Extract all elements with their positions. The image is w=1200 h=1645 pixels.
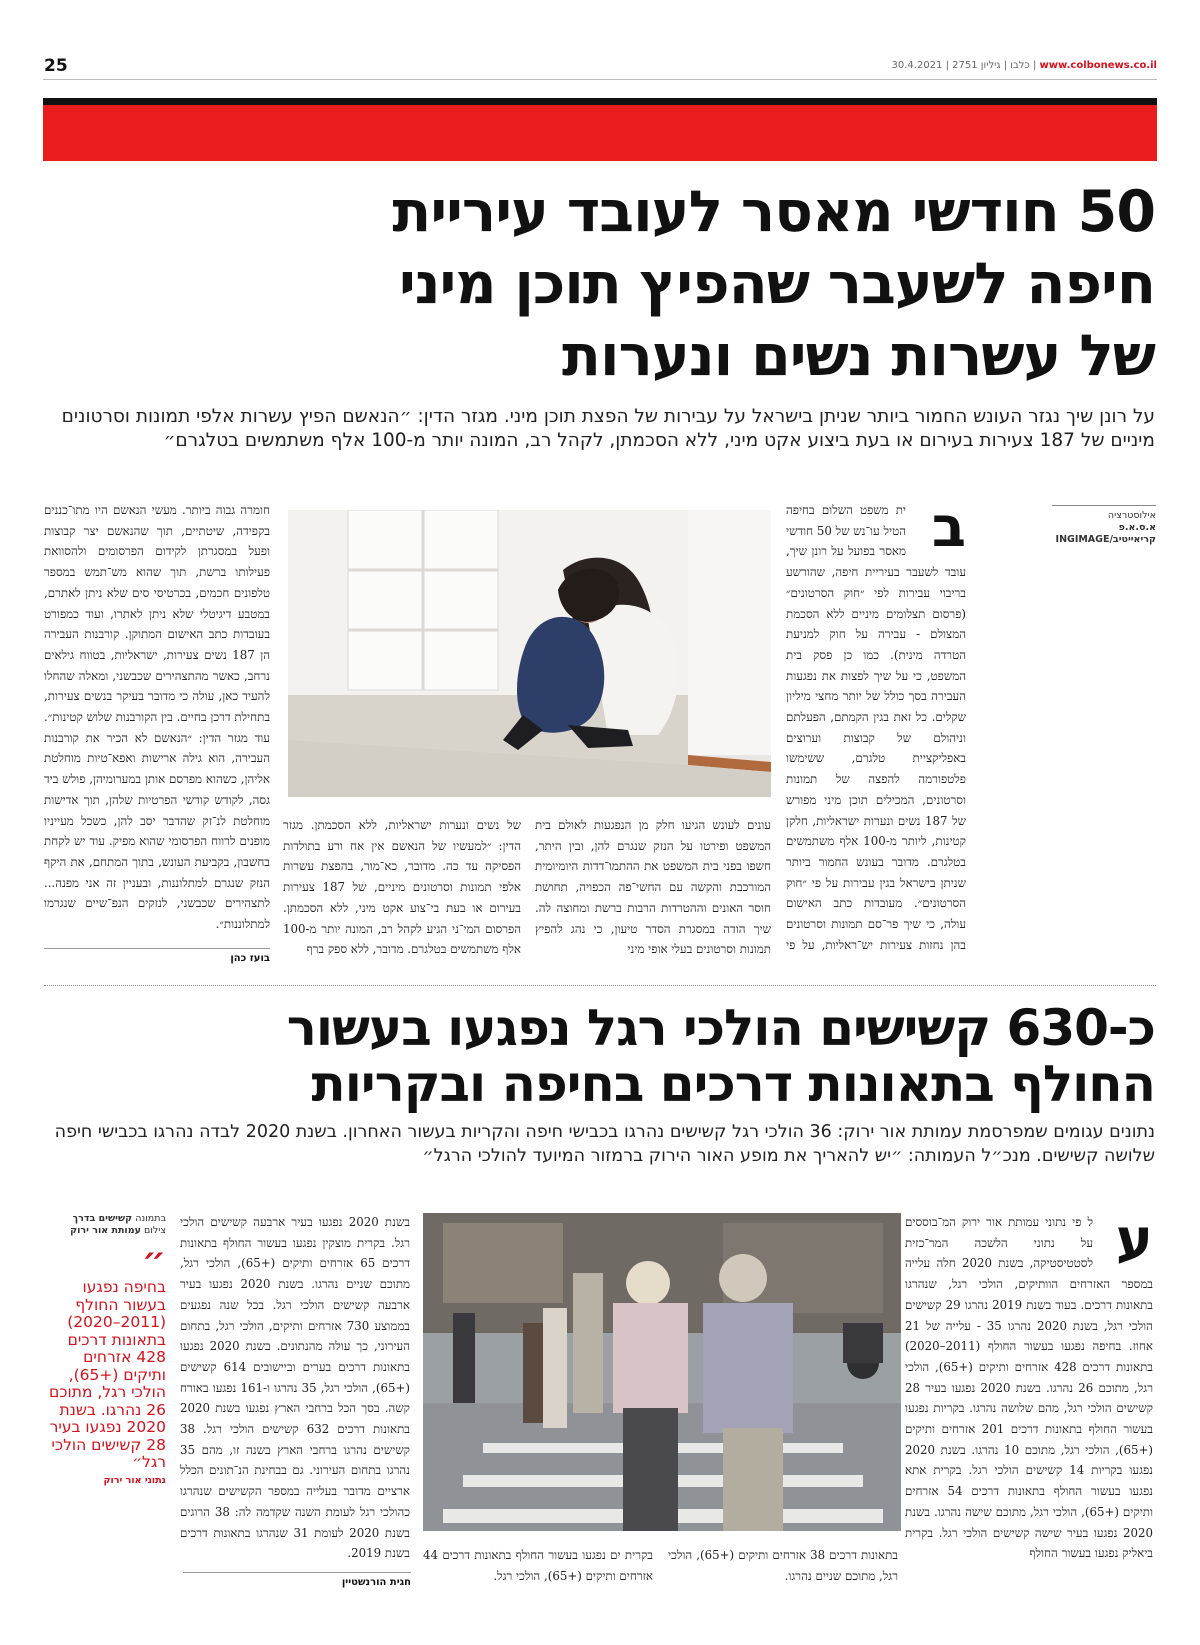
body-text: ית משפט השלום בחיפה הטיל עו־נש של 50 חודשי מאסר בפועל על רונן שיך, עובד לשעבר בעיריית חיפה, שהורשע בריבוי עבירות לפי ״חוק הסרטונים״ (פרסום תצלומים מיניים ללא הסכמת המצולם - עבירה על חוק למניעת הטרדה מינית). כמו כן פסק בית המשפט, כי על שיך לפצות את נפגעות העבירה בסך כולל של יותר מחצי מיליון שקלים. כל זאת בגין הקמתם, הפעלתם וניהולם של קבוצות וערוצים באפליקציית טלגרם, ששימשו פלטפורמה להפצה של תמונות וסרטונים, המכילים תוכן מיני מפורש של 187 נשים ונערות ישראליות, חלקן קטינות, ליותר מ-100 אלף משתמשים בטלגרם. מדובר בעונש החמור ביותר שניתן בישראל בגין עבירות על פי ״חוק הסרטונים״. מעובדות כתב האישום עולה, כי שיך פר־סם תמונות וסרטונים בהן נחזות צעירות יש־ראליות, על פי bbox=[786, 503, 966, 952]
issue-date: 30.4.2021 bbox=[891, 60, 943, 71]
story1-photo bbox=[288, 510, 771, 797]
story1-column-2 bbox=[535, 815, 771, 955]
caption-label: בתמונה bbox=[135, 1213, 166, 1224]
story1-deck: על רונן שיך נגזר העונש החמור ביותר שניתן בישראל על עבירות של הפצת תוכן מיני. מגזר הדין: ״הנאשם הפיץ עשרות אלפי תמונות וסרטונים מיניים של 187 צעירות בעירום או בעת ביצוע אקט מיני, ללא הסכמתן, לקהל רב, המונה יותר מ-100 אלף משתמשים בטלגרם״ bbox=[61, 406, 1155, 451]
credit-text: א.ס.א.פ קריאייטיב/INGIMAGE bbox=[1055, 522, 1156, 545]
story2-deck: נתונים עגומים שמפרסמת עמותת אור ירוק: 36 הולכי רגל קשישים נהרגו בכבישי חיפה והקריות בעשור האחרון. בשנת 2020 לבדה נהרגו בכבישי חיפה שלושה קשישים. מנכ״ל העמותה: ״יש להאריך את מופע האור הירוק ברמזור המיועד להולכי הרגל״ bbox=[54, 1122, 1155, 1166]
black-banner-stripe bbox=[43, 98, 1157, 105]
credit-label: צילום bbox=[143, 1225, 166, 1236]
photo-caption bbox=[44, 1213, 166, 1225]
drop-cap: ב bbox=[931, 500, 966, 560]
headline-line: 50 חודשי מאסר לעובד עיריית bbox=[392, 179, 1155, 245]
credit-text: עמותת אור ירוק bbox=[70, 1225, 141, 1236]
body-text: בתאונות דרכים 38 אזרחים ותיקים (+65), הולכי רגל, מתוכם שניים נהרגו. bbox=[668, 1548, 898, 1583]
photo-credit bbox=[44, 1225, 166, 1237]
body-text: חומרה גבוה ביותר. מעשי הנאשם היו מתו־כננים בקפידה, שיטתיים, תוך שהנאשם יצר קבוצות ופעל במסגרתן לקידום הפרסומים ולהסוואת פעילותו ברשת, תוך שהוא מש־תמש במספר טלפונים חכמים, בכרטיסי סים שלא ניתן לאתרם, במטבע דיגיטלי שלא ניתן לאתרו, ועוד כמפורט בעובדות כתב האישום המתוקן. קורבנות העבירה הן 187 נשים צעירות, ישראליות, בטווח גילאים נרחב, כאשר מהתצהירים שכבשני, ומאלה שהחלו להעיד כאן, עולה כי מדובר בעיקר בנשים צעירות, בתחילת דרכן בחיים. בין הקורבנות שלוש קטינות״. עוד מגזר הדין: ״הנאשם לא הכיר את קורבנות העבירה, הוא גילה ארישות ואפא־טיות מוחלטת אליהן, כשהוא מפרסם אותן במערומיהן, פולש ביד גסה, לקודש קודשי הפרטיות שלהן, תוך אדישות מוחלטת לנ־זק שהדבר יסב להן, כשכל מעייניו מופנים לרווח הפרסומי שהוא מפיק. עוד יש לקחת בחשבון, בקביעת העונש, בתוך המתחם, את היקף הנזק שנגרם למתלוננות, ובעניין זה אני מפנה... לתצהירים שכבשני, לנזקים הנפ־שיים שנגרמו למתלוננות״. bbox=[44, 503, 270, 930]
credit-rule bbox=[1052, 505, 1156, 506]
story2-headline bbox=[45, 1000, 1155, 1112]
woman-sitting-illustration bbox=[288, 510, 771, 797]
story-separator bbox=[44, 985, 1156, 990]
story1-byline: בועז כהן bbox=[44, 948, 270, 964]
story2-photo bbox=[423, 1213, 901, 1531]
magazine-name: כלבו bbox=[1010, 60, 1030, 71]
headline-line: של עשרות נשים ונערות bbox=[562, 323, 1155, 389]
story1-column-3 bbox=[283, 815, 521, 955]
headline-line: החולף בתאונות דרכים בחיפה ובקריות bbox=[311, 1055, 1155, 1113]
red-banner bbox=[43, 105, 1157, 161]
body-text: של נשים ונערות ישראליות, ללא הסכמתן. מגזר הדין: ״למעשיו של הנאשם אין אח ורע בתולדות הפסיקה עד כה. מדובר, כא־מור, בהפצת עשרות אלפי תמונות וסרטונים מיניים, של 187 צעירות בעירום או בעת בי־צוע אקט מיני, ללא הסכמתן. הפרסום המי־ני הגיע לקהל רב, המונה יותר מ-100 אלף משתמשים בטלגרם. מדובר, ללא ספק ברף bbox=[283, 818, 521, 955]
site-url[interactable]: www.colbonews.co.il bbox=[1039, 60, 1157, 71]
story1-column-1 bbox=[786, 500, 966, 955]
story2-column-4 bbox=[180, 1212, 410, 1562]
issue-number: גיליון 2751 bbox=[952, 60, 1001, 71]
story1-column-4 bbox=[44, 500, 270, 930]
headline-line: חיפה לשעבר שהפיץ תוכן מיני bbox=[398, 251, 1155, 317]
issue-line: www.colbonews.co.il | כלבו | גיליון 2751 | 30.4.2021 bbox=[891, 60, 1157, 71]
caption-title: קשישים בדרך bbox=[72, 1213, 133, 1224]
elderly-pedestrians-photo bbox=[423, 1213, 901, 1531]
body-text: בשנת 2020 נפגעו בעיר ארבעה קשישים הולכי רגל. בקרית מוצקין נפגעו בעשור החולף בתאונות דרכים 65 אזרחים ותיקים (+65), הולכי רגל, מתוכם שניים נהרגו. בשנת 2020 נפגעו בעיר ארבעה קשישים הולכי רגל. בכל שנה נפגעים בממוצע 730 אזרחים ותיקים, הולכי רגל, בתחום העירוני, כך עולה מהנתונים. בשנת 2020 נפגעו בתאונות דרכים בערים וביישובים 614 קשישים (+65), הולכי רגל, 35 נהרגו ו-161 נפגעו באורח קשה. בסך הכל ברחבי הארץ נפגעו בשנת 2020 בתאונות דרכים 632 קשישים הולכי רגל. 38 קשישים נהרגו ברחבי הארץ בשנה זו, מהם 35 נהרגו בתחום העירוני. גם בבחינת הנ־תונים הכלל ארציים מדובר בעלייה במספר הקשישים שנהרגו כהולכי רגל לעומת השנה שקדמה לה: 38 הרוגים בשנת 2020 לעומת 31 שנהרגו בתאונות דרכים בשנת 2019. bbox=[180, 1215, 410, 1561]
story2-sidebar bbox=[44, 1213, 166, 1486]
story1-photo-credit bbox=[1052, 505, 1156, 546]
story2-column-3 bbox=[423, 1545, 653, 1607]
quote-mark-icon: ״ bbox=[141, 1240, 166, 1280]
body-text: עונים לעונש הגיעו חלק מן הנפגעות לאולם בית המשפט ופירטו על הנזק שנגרם להן, ובין היתר, חשפו בפני בית המשפט את ההתמו־דדות היומיומית המורכבת והקשה עם החשי־פה הכפויה, תחושת חוסר האונים וההטרדות הרבות ברשת ומחוצה לה. שיך הודה במסגרת הסדר טיעון, כי נהג להפיץ תמונות וסרטונים בעלי אופי מיני bbox=[535, 818, 771, 955]
headline-line: כ-630 קשישים הולכי רגל נפגעו בעשור bbox=[286, 999, 1155, 1057]
story2-column-1 bbox=[905, 1212, 1153, 1602]
credit-label: אילוסטרציה bbox=[1107, 510, 1156, 521]
body-text: בקרית ים נפגעו בעשור החולף בתאונות דרכים 44 אזרחים ותיקים (+65), הולכי רגל. bbox=[423, 1548, 653, 1583]
drop-cap: ע bbox=[1115, 1212, 1153, 1272]
story1-headline bbox=[45, 176, 1155, 392]
page-number: 25 bbox=[44, 56, 68, 76]
story2-byline: חגית הורנשטיין bbox=[183, 1572, 411, 1588]
pull-quote-source: נתוני אור ירוק bbox=[103, 1474, 166, 1486]
pull-quote: בחיפה נפגעו בעשור החולף (2011–2020) בתאונות דרכים 428 אזרחים ותיקים (+65), הולכי רגל, מתוכם 26 נהרגו. בשנת 2020 נפגעו בעיר 28 קשישים הולכי רגל״ bbox=[49, 1278, 166, 1471]
body-text: ל פי נתוני עמותת אור ירוק המ־בוססים על נתוני הלשכה המר־כזית לסטטיסטיקה, בשנת 2020 חלה עלייה במספר האזרחים הוותיקים, הולכי רגל, שנהרגו בתאונות דרכים. בעוד בשנת 2019 נהרגו 29 קשישים הולכי רגל, בשנת 2020 נהרגו 35 - עלייה של 21 אחוז. בחיפה נפגעו בעשור החולף (2011–2020) בתאונות דרכים 428 אזרחים ותיקים (+65), הולכי רגל, מתוכם 26 נהרגו. בשנת 2020 נפגעו בעיר 28 קשישים הולכי רגל, מהם שלושה נהרגו. בקריות נפגעו בעשור החולף בתאונות דרכים 201 אזרחים ותיקים (+65), הולכי רגל, מתוכם 10 נהרגו. בשנת 2020 נפגעו בקריות 14 קשישים הולכי רגל. בקרית אתא נפגעו בעשור החולף בתאונות דרכים 54 אזרחים ותיקים (+65), הולכי רגל, מתוכם שישה נהרגו. בשנת 2020 נפגעו בעיר שישה קשישים הולכי רגל. בקרית ביאליק נפגעו בעשור החולף bbox=[905, 1215, 1153, 1561]
story2-column-2 bbox=[668, 1545, 898, 1607]
header-divider bbox=[43, 79, 1157, 80]
